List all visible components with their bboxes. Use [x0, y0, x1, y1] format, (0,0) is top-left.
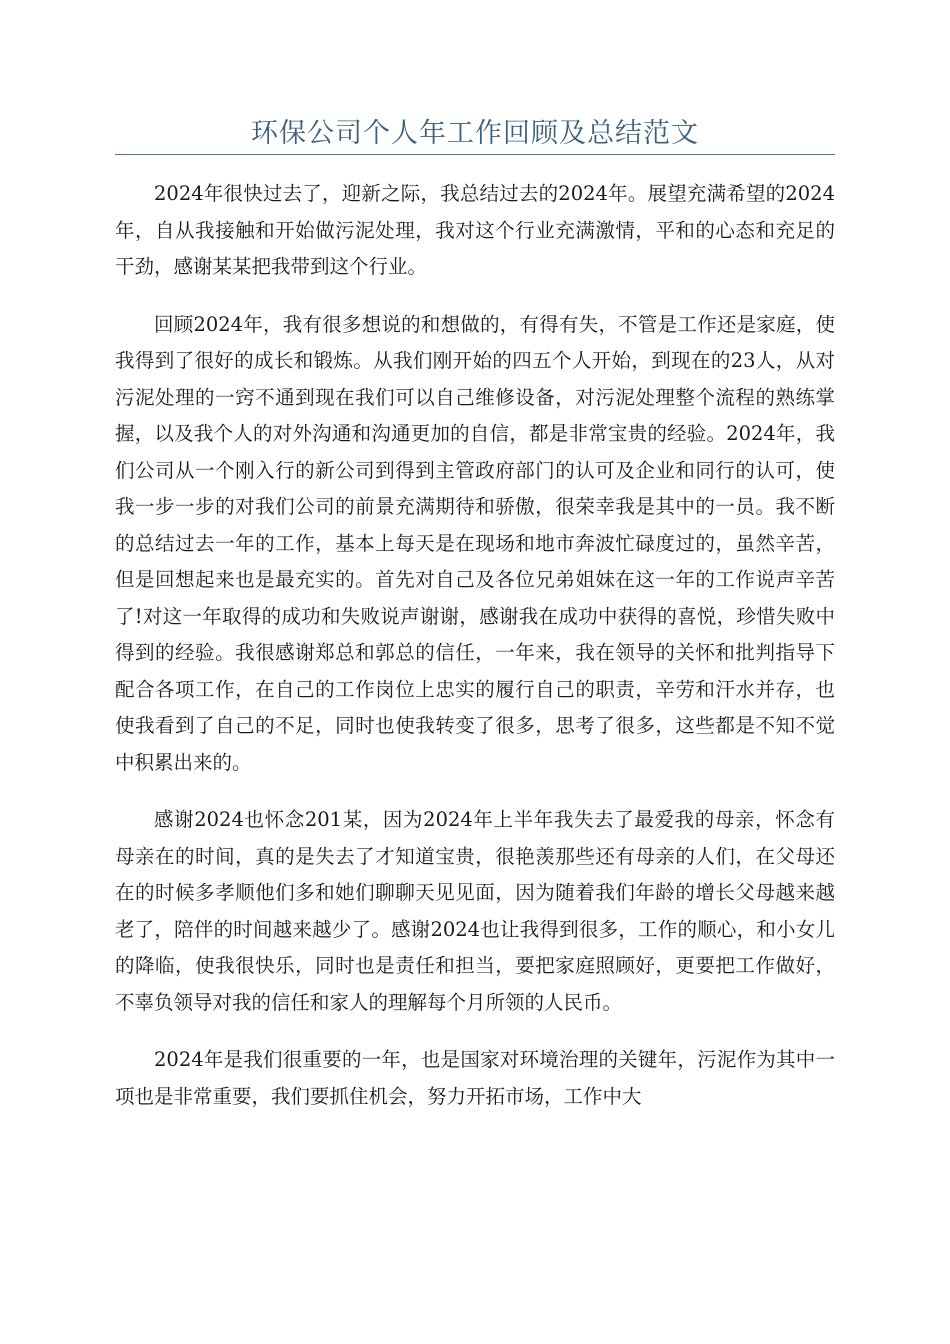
- document-body: [115, 176, 835, 1136]
- paragraph: 2024年是我们很重要的一年，也是国家对环境治理的关键年，污泥作为其中一项也是非常重要，我们要抓住机会，努力开拓市场，工作中大: [115, 1048, 835, 1108]
- document-title: 环保公司个人年工作回顾及总结范文: [251, 118, 699, 149]
- title-underline: [115, 154, 835, 155]
- paragraph: 2024年很快过去了，迎新之际，我总结过去的2024年。展望充满希望的2024年，自从我接触和开始做污泥处理，我对这个行业充满激情，平和的心态和充足的干劲，感谢某某把我带到这个行业。: [115, 182, 835, 278]
- paragraph: 回顾2024年，我有很多想说的和想做的，有得有失，不管是工作还是家庭，使我得到了很好的成长和锻炼。从我们刚开始的四五个人开始，到现在的23人，从对污泥处理的一窍不通到现在我们可以自己维修设备，对污泥处理整个流程的熟练掌握，以及我个人的对外沟通和沟通更加的自信，都是非常宝贵的经验。2024年，我们公司从一个刚入行的新公司到得到主管政府部门的认可及企业和同行的认可，使我一步一步的对我们公司的前景充满期待和骄傲，很荣幸我是其中的一员。我不断的总结过去一年的工作，基本上每天是在现场和地市奔波忙碌度过的，虽然辛苦，但是回想起来也是最充实的。首先对自己及各位兄弟姐妹在这一年的工作说声辛苦了!对这一年取得的成功和失败说声谢谢，感谢我在成功中获得的喜悦，珍惜失败中得到的经验。我很感谢郑总和郭总的信任，一年来，我在领导的关怀和批判指导下配合各项工作，在自己的工作岗位上忠实的履行自己的职责，辛劳和汗水并存，也使我看到了自己的不足，同时也使我转变了很多，思考了很多，这些都是不知不觉中积累出来的。: [115, 312, 835, 774]
- paragraph: 感谢2024也怀念201某，因为2024年上半年我失去了最爱我的母亲，怀念有母亲在的时间，真的是失去了才知道宝贵，很艳羡那些还有母亲的人们，在父母还在的时候多孝顺他们多和她们聊聊天见见面，因为随着我们年龄的增长父母越来越老了，陪伴的时间越来越少了。感谢2024也让我得到很多，工作的顺心，和小女儿的降临，使我很快乐，同时也是责任和担当，要把家庭照顾好，更要把工作做好，不辜负领导对我的信任和家人的理解每个月所领的人民币。: [115, 808, 835, 1014]
